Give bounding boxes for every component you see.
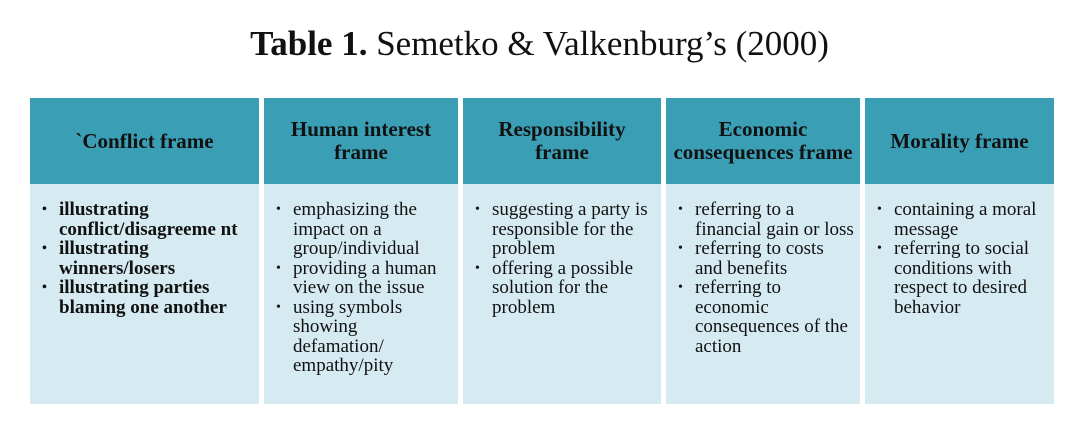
table-title xyxy=(0,22,1079,66)
column-economic-consequences-frame xyxy=(666,98,860,404)
table-title-text: Semetko & Valkenburg’s (2000) xyxy=(367,24,829,63)
bullet-list xyxy=(276,200,452,376)
column-morality-frame xyxy=(865,98,1054,404)
frames-table xyxy=(30,98,1054,404)
column-conflict-frame xyxy=(30,98,259,404)
bullet-item: • illustrating parties blaming one another xyxy=(42,278,253,317)
bullet-item: • containing a moral message xyxy=(877,200,1048,239)
column-body xyxy=(264,184,458,404)
bullet-list xyxy=(678,200,854,356)
table-title-number: Table 1. xyxy=(250,24,368,63)
bullet-item: • illustrating conflict/disagreeme nt xyxy=(42,200,253,239)
column-header: Human interest frame xyxy=(264,98,458,184)
bullet-item: • referring to social conditions with respect to desired behavior xyxy=(877,239,1048,317)
column-header: Morality frame xyxy=(865,98,1054,184)
column-header: Responsibility frame xyxy=(463,98,661,184)
bullet-item: • offering a possible solution for the problem xyxy=(475,259,655,318)
bullet-item: • referring to economic consequences of the action xyxy=(678,278,854,356)
bullet-item: • providing a human view on the issue xyxy=(276,259,452,298)
bullet-list xyxy=(877,200,1048,317)
bullet-item: • referring to costs and benefits xyxy=(678,239,854,278)
column-header: `Conflict frame xyxy=(30,98,259,184)
bullet-item: • suggesting a party is responsible for the problem xyxy=(475,200,655,259)
column-body xyxy=(463,184,661,404)
bullet-item: • illustrating winners/losers xyxy=(42,239,253,278)
column-body xyxy=(865,184,1054,404)
bullet-item: • referring to a financial gain or loss xyxy=(678,200,854,239)
column-human-interest-frame xyxy=(264,98,458,404)
bullet-list xyxy=(42,200,253,317)
bullet-item: • using symbols showing defamation/ empathy/pity xyxy=(276,298,452,376)
column-body xyxy=(666,184,860,404)
column-body xyxy=(30,184,259,404)
bullet-list xyxy=(475,200,655,317)
bullet-item: • emphasizing the impact on a group/individual xyxy=(276,200,452,259)
column-responsibility-frame xyxy=(463,98,661,404)
column-header: Economic consequences frame xyxy=(666,98,860,184)
